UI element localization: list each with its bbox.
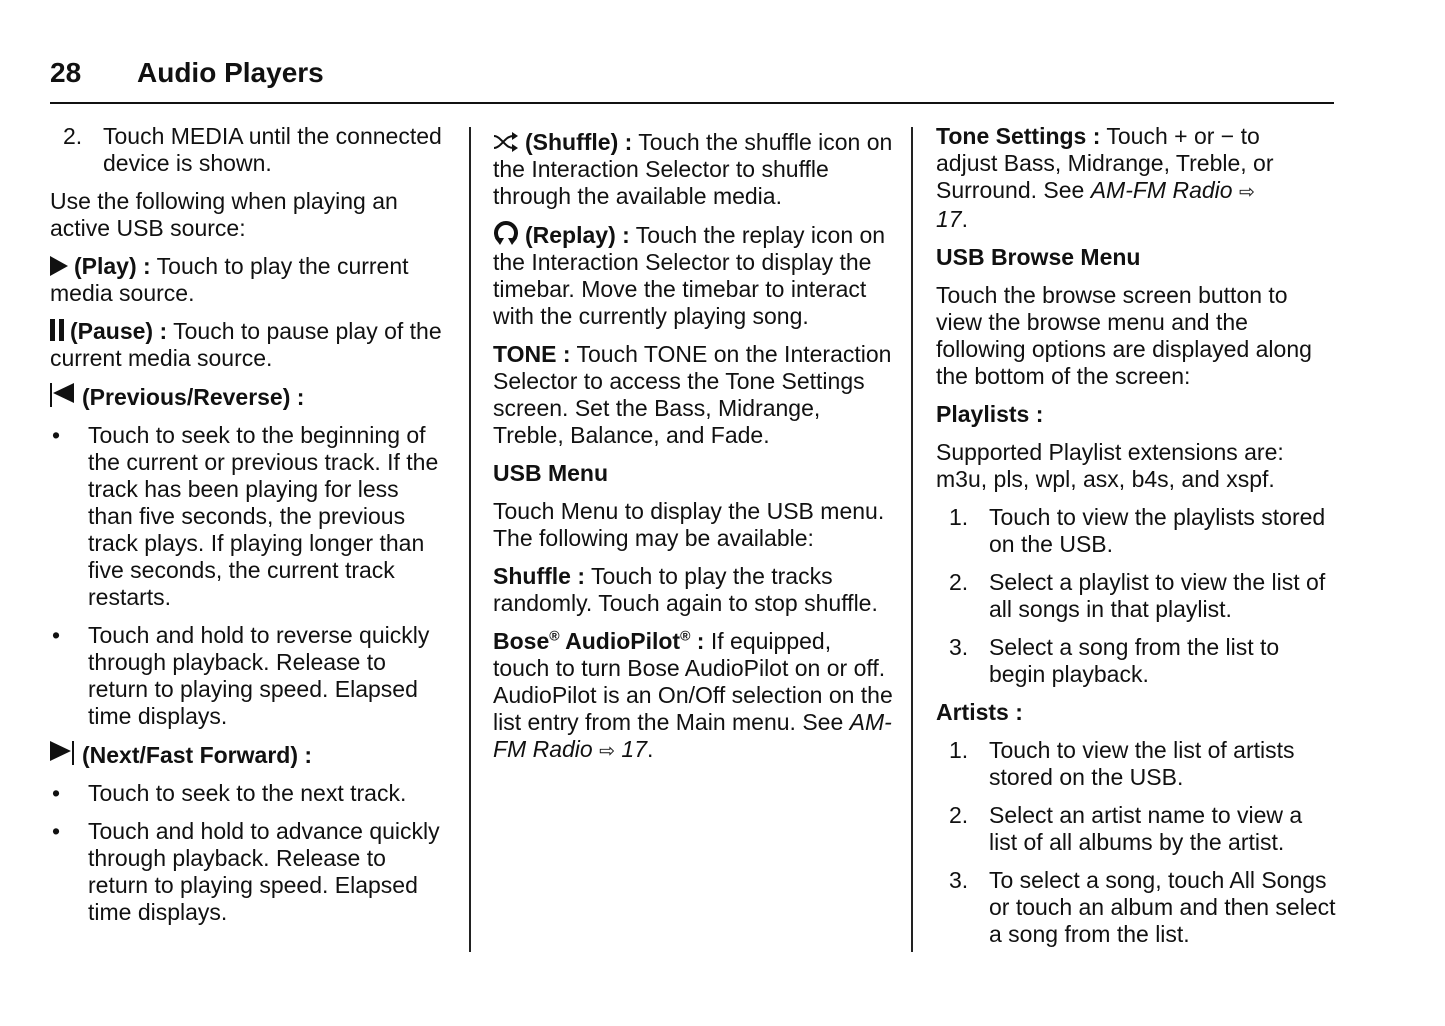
column-3: [936, 123, 1336, 959]
list-number: 1.: [949, 504, 969, 530]
registered-mark: ®: [680, 627, 691, 644]
shuffle-option-label: Shuffle :: [493, 563, 585, 589]
bullet: •: [52, 780, 61, 806]
list-text: Touch to seek to the beginning of the current or previous track. If the track has been playing for less than five seconds, the previous track plays. If playing longer than five seconds, the current track restarts.: [88, 422, 439, 610]
tone-settings-label: Tone Settings :: [936, 123, 1101, 149]
artists-heading: Artists :: [936, 699, 1023, 725]
list-item: [50, 780, 442, 807]
label-part: :: [690, 628, 705, 654]
list-item: [50, 123, 442, 177]
list-item: [936, 802, 1336, 856]
shuffle-icon: [493, 132, 519, 152]
bullet: •: [52, 818, 61, 844]
list-text: Select a playlist to view the list of all songs in that playlist.: [989, 569, 1326, 622]
next-icon: [50, 741, 76, 765]
header-rule: [50, 102, 1334, 104]
next-label: (Next/Fast Forward) :: [82, 742, 313, 768]
play-label: (Play) :: [74, 253, 151, 279]
list-text: Touch to view the list of artists stored on the USB.: [989, 737, 1295, 790]
page-title: Audio Players: [137, 57, 324, 88]
intro-text: Use the following when playing an active USB source:: [50, 188, 398, 241]
label-part: AudioPilot: [559, 628, 681, 654]
pause-icon: [50, 319, 66, 341]
usb-menu-text: Touch Menu to display the USB menu. The following may be available:: [493, 498, 885, 551]
list-number: 2.: [949, 802, 969, 828]
list-text: Touch and hold to reverse quickly through playback. Release to return to playing speed. Elapsed time displays.: [88, 622, 430, 729]
previous-entry: [50, 383, 442, 411]
usb-browse-text: Touch the browse screen button to view the browse menu and the following options are displayed along the bottom of the screen:: [936, 282, 1312, 389]
list-number: 3.: [949, 867, 969, 893]
list-item: [936, 634, 1336, 688]
audiopilot-option: [493, 628, 893, 765]
column-divider: [911, 127, 913, 952]
shuffle-option-text: Touch to play the tracks randomly. Touch again to stop shuffle.: [493, 563, 878, 616]
list-item: [936, 867, 1336, 948]
play-entry: [50, 253, 442, 307]
list-text: To select a song, touch All Songs or touch an album and then select a song from the list.: [989, 867, 1336, 947]
registered-mark: ®: [549, 627, 560, 644]
list-item: [936, 737, 1336, 791]
list-text: Select a song from the list to begin playback.: [989, 634, 1280, 687]
reference-page[interactable]: 17: [936, 206, 962, 232]
pause-entry: [50, 318, 442, 372]
list-text: Touch to seek to the next track.: [88, 780, 407, 806]
punctuation: .: [647, 736, 654, 762]
usb-browse-heading: USB Browse Menu: [936, 244, 1141, 270]
replay-icon: [493, 221, 519, 245]
tone-entry: [493, 341, 893, 449]
play-text: Touch to play the current media source.: [50, 253, 409, 306]
column-1: [50, 123, 442, 937]
shuffle-entry: [493, 129, 893, 210]
column-divider: [469, 127, 471, 952]
punctuation: .: [961, 206, 968, 232]
replay-text: Touch the replay icon on the Interaction Selector to display the timebar. Move the timebar to interact with the currently playing song.: [493, 222, 886, 329]
cross-reference[interactable]: AM-FM Radio: [493, 709, 892, 762]
bullet: •: [52, 422, 61, 448]
reference-arrow-icon: ⇨: [1238, 182, 1255, 203]
next-entry: [50, 741, 442, 769]
shuffle-option: [493, 563, 893, 617]
list-text: Touch and hold to advance quickly through playback. Release to return to playing speed. Elapsed time displays.: [88, 818, 440, 925]
tone-settings-entry: [936, 123, 1336, 233]
playlists-heading: Playlists :: [936, 401, 1044, 427]
list-text: Touch MEDIA until the connected device is shown.: [103, 123, 442, 176]
usb-menu-heading: USB Menu: [493, 460, 608, 486]
column-2: [493, 123, 893, 776]
playlists-text: Supported Playlist extensions are: m3u, pls, wpl, asx, b4s, and xspf.: [936, 439, 1284, 492]
reference-page[interactable]: 17: [615, 736, 647, 762]
shuffle-text: Touch the shuffle icon on the Interaction Selector to shuffle through the available media.: [493, 129, 893, 209]
previous-label: (Previous/Reverse) :: [82, 384, 305, 410]
previous-icon: [50, 383, 76, 407]
pause-text: Touch to pause play of the current media source.: [50, 318, 442, 371]
replay-entry: [493, 221, 893, 330]
play-icon: [50, 256, 68, 276]
tone-settings-text: Touch + or − to adjust Bass, Midrange, Treble, or Surround. See: [936, 123, 1274, 203]
list-item: [50, 622, 442, 730]
replay-label: (Replay) :: [525, 222, 630, 248]
list-item: [50, 818, 442, 926]
list-item: [936, 569, 1336, 623]
pause-label: (Pause) :: [70, 318, 168, 344]
tone-text: Touch TONE on the Interaction Selector to access the Tone Settings screen. Set the Bass, Midrange, Treble, Balance, and Fade.: [493, 341, 892, 448]
list-number: 2.: [949, 569, 969, 595]
label-part: Bose: [493, 628, 550, 654]
list-item: [936, 504, 1336, 558]
bullet: •: [52, 622, 61, 648]
list-number: 3.: [949, 634, 969, 660]
list-number: 2.: [63, 123, 83, 149]
tone-label: TONE :: [493, 341, 571, 367]
audiopilot-text: If equipped, touch to turn Bose AudioPilot on or off. AudioPilot is an On/Off selection on the list entry from the Main menu. See: [493, 628, 893, 735]
list-item: [50, 422, 442, 611]
page-number: 28: [50, 57, 82, 88]
audiopilot-label: [493, 628, 704, 654]
list-text: Select an artist name to view a list of all albums by the artist.: [989, 802, 1303, 855]
list-number: 1.: [949, 737, 969, 763]
cross-reference[interactable]: AM-FM Radio: [1090, 177, 1233, 203]
reference-arrow-icon: ⇨: [599, 741, 616, 762]
list-text: Touch to view the playlists stored on the USB.: [989, 504, 1326, 557]
shuffle-label: (Shuffle) :: [525, 129, 633, 155]
